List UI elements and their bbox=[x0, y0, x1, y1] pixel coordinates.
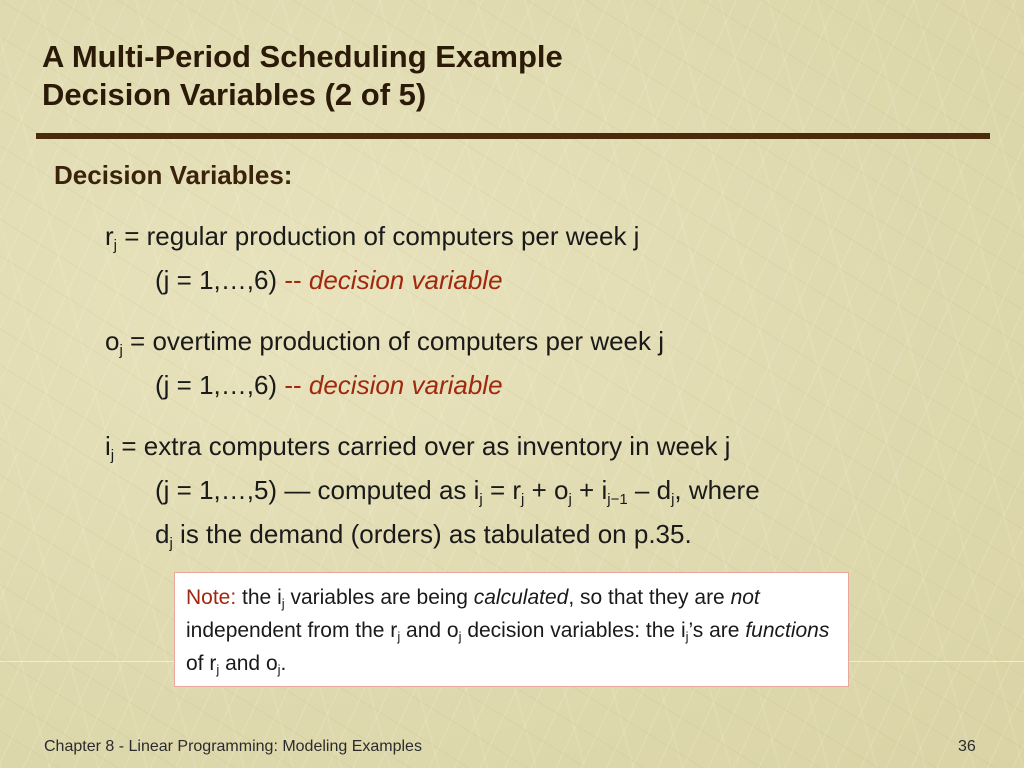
demand-symbol: d bbox=[155, 519, 170, 549]
note-text: variables are being bbox=[284, 586, 474, 609]
variable-definition bbox=[105, 424, 760, 468]
note-label: Note: bbox=[186, 586, 237, 609]
demand-definition-line bbox=[105, 512, 760, 556]
formula-subscript: j bbox=[521, 491, 525, 508]
note-text: ’s are bbox=[688, 619, 746, 642]
note-subscript: j bbox=[458, 629, 462, 644]
note-emphasis: calculated bbox=[473, 586, 569, 609]
slide-title bbox=[42, 38, 563, 114]
dash-separator: -- bbox=[284, 370, 309, 400]
note-text: the i bbox=[236, 586, 282, 609]
variable-definition bbox=[105, 319, 664, 363]
variable-subscript: j bbox=[110, 447, 115, 464]
formula-text: + i bbox=[571, 475, 608, 505]
formula-text: , where bbox=[674, 475, 760, 505]
note-subscript: j bbox=[216, 662, 220, 677]
note-text: decision variables: the i bbox=[461, 619, 686, 642]
note-subscript: j bbox=[281, 596, 285, 611]
note-emphasis: functions bbox=[745, 619, 830, 642]
note-box bbox=[174, 572, 849, 687]
formula-text: – d bbox=[627, 475, 672, 505]
demand-subscript: j bbox=[169, 535, 173, 552]
formula-text: (j = 1,…,5) — computed as i bbox=[155, 475, 480, 505]
note-text: of r bbox=[186, 652, 217, 675]
variable-range-line bbox=[105, 363, 664, 407]
inventory-formula-line bbox=[105, 468, 760, 512]
range-text: (j = 1,…,6) bbox=[155, 370, 285, 400]
variable-symbol: r bbox=[105, 221, 114, 251]
formula-subscript: j−1 bbox=[607, 491, 628, 508]
note-text: , so that they are bbox=[568, 586, 731, 609]
variable-kind: decision variable bbox=[308, 370, 503, 400]
variable-definition bbox=[105, 214, 639, 258]
variable-symbol: o bbox=[105, 326, 120, 356]
formula-subscript: j bbox=[479, 491, 483, 508]
demand-text: is the demand (orders) as tabulated on p.35. bbox=[172, 519, 692, 549]
dash-separator: -- bbox=[284, 265, 309, 295]
definition-text: = regular production of computers per week j bbox=[117, 221, 640, 251]
definition-text: = overtime production of computers per week j bbox=[122, 326, 665, 356]
range-text: (j = 1,…,6) bbox=[155, 265, 285, 295]
note-subscript: j bbox=[685, 629, 689, 644]
note-subscript: j bbox=[277, 662, 281, 677]
variable-item-i bbox=[105, 424, 760, 556]
formula-subscript: j bbox=[671, 491, 675, 508]
title-divider bbox=[36, 133, 990, 139]
title-line-2: Decision Variables (2 of 5) bbox=[42, 77, 427, 112]
note-text: . bbox=[280, 652, 287, 675]
variable-range-line bbox=[105, 258, 639, 302]
title-line-1: A Multi-Period Scheduling Example bbox=[42, 39, 563, 74]
note-emphasis: not bbox=[730, 586, 760, 609]
note-subscript: j bbox=[397, 629, 401, 644]
variable-item-r bbox=[105, 214, 639, 302]
footer-chapter: Chapter 8 - Linear Programming: Modeling Examples bbox=[44, 738, 422, 755]
formula-text: + o bbox=[524, 475, 569, 505]
section-heading: Decision Variables: bbox=[54, 160, 293, 190]
variable-subscript: j bbox=[119, 342, 123, 359]
formula-text: = r bbox=[482, 475, 522, 505]
page-number: 36 bbox=[958, 738, 976, 755]
variable-item-o bbox=[105, 319, 664, 407]
variable-kind: decision variable bbox=[308, 265, 503, 295]
note-text: and o bbox=[400, 619, 459, 642]
note-text: and o bbox=[219, 652, 278, 675]
note-text: independent from the r bbox=[186, 619, 398, 642]
variable-subscript: j bbox=[113, 237, 118, 254]
variable-symbol: i bbox=[105, 431, 111, 461]
formula-subscript: j bbox=[568, 491, 572, 508]
definition-text: = extra computers carried over as inventory in week j bbox=[114, 431, 731, 461]
